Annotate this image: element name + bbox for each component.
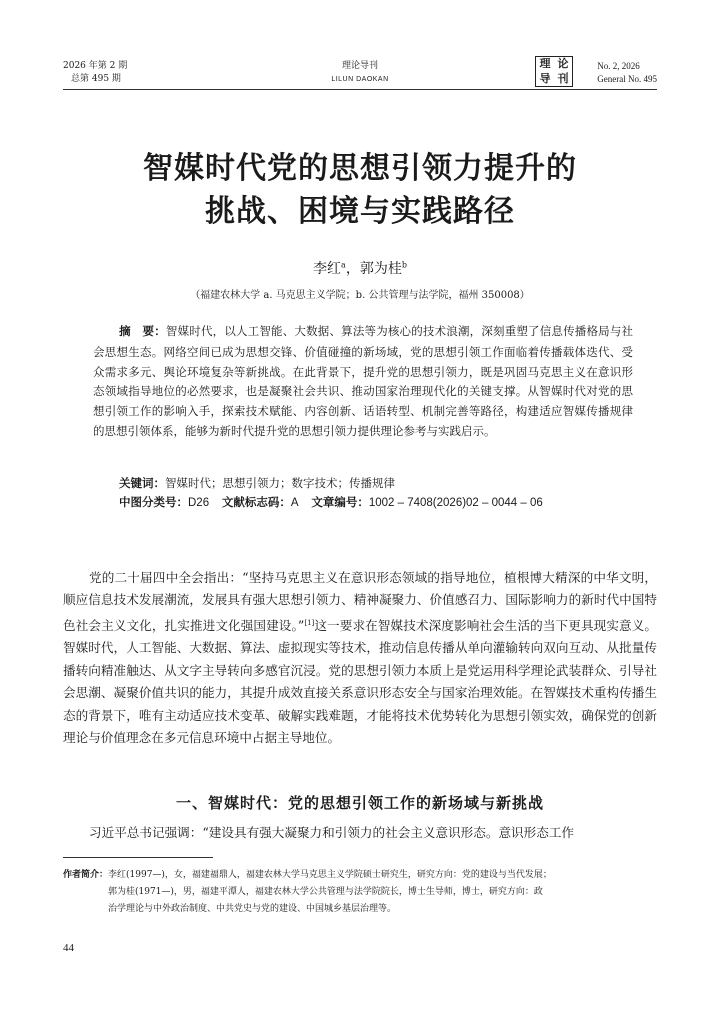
- title-line-2: 挑战、困境与实践路径: [205, 194, 515, 229]
- journal-name-cn: 理论导刊: [341, 61, 378, 71]
- affiliation: （福建农林大学 a. 马克思主义学院；b. 公共管理与法学院，福州 350008）: [190, 290, 530, 301]
- header-divider: [63, 89, 657, 90]
- title-line-1: 智媒时代党的思想引领力提升的: [143, 151, 577, 186]
- paragraph-text: 党的二十届四中全会指出：“坚持马克思主义在意识形态领域的指导地位，植根博大精深的中华文明，顺应信息技术发展潮流，发展具有强大思想引领力、精神凝聚力、价值感召力、国际影响力的新时代中国特色社会主义文化，扎实推进文化强国建设。”: [63, 570, 657, 633]
- body-paragraph: [63, 567, 657, 749]
- author-affil-mark: b: [401, 260, 407, 270]
- footnote-line: 李红(1997—)，女，福建福鼎人，福建农林大学马克思主义学院硕士研究生，研究方向：党的建设与当代发展；: [108, 870, 552, 880]
- author-name: 李红: [313, 261, 342, 277]
- total-issue-en: General No. 495: [597, 74, 657, 84]
- abstract-label: 摘 要：: [119, 326, 166, 338]
- paragraph-text: 这一要求在智媒技术深度影响社会生活的当下更具现实意义。智媒时代，人工智能、大数据、算法、虚拟现实等技术，推动信息传播从单向灌输转向双向互动、从批量传播转向精准触达、从文字主导转向多感官沉浸。党的思想引领力本质上是党运用科学理论武装群众、引导社会思潮、凝聚价值共识的能力，其提升成效直接关系意识形态安全与国家治理效能。在智媒技术重构传播生态的背景下，唯有主动适应技术变革、破解实践难题，才能将技术优势转化为思想引领实效，确保党的创新理论与价值理念在多元信息环境中占据主导地位。: [63, 618, 658, 746]
- logo-char: 理: [539, 57, 551, 70]
- keywords-text: 智媒时代；思想引领力；数字技术；传播规律: [165, 476, 395, 490]
- doc-code-value: A: [290, 497, 299, 509]
- issue-en: No. 2, 2026: [597, 61, 640, 71]
- author-affil-mark: a: [341, 260, 346, 270]
- clc-value: D26: [188, 497, 210, 509]
- page-number: 44: [63, 942, 74, 954]
- keywords-label: 关键词：: [119, 478, 165, 490]
- article-number-value: 1002 – 7408(2026)02 – 0044 – 06: [368, 497, 543, 509]
- author-footnote: [63, 866, 657, 918]
- footnote-label: 作者简介：: [63, 869, 109, 879]
- logo-char: 导: [539, 71, 551, 85]
- citation-ref: [1]: [304, 618, 315, 627]
- article-title: [0, 147, 720, 233]
- footnote-line: 郭为桂(1971—)，男，福建平潭人，福建农林大学公共管理与法学院院长，博士生导师，博士，研究方向：政: [108, 887, 543, 897]
- article-number-label: 文章编号：: [311, 497, 369, 509]
- author-name: 郭为桂: [359, 261, 402, 277]
- journal-logo: [535, 56, 573, 87]
- abstract: [93, 322, 633, 442]
- abstract-text: 智媒时代，以人工智能、大数据、算法等为核心的技术浪潮，深刻重塑了信息传播格局与社会思想生态。网络空间已成为思想交锋、价值碰撞的新场域，党的思想引领工作面临着传播载体迭代、受众需求多元、舆论环境复杂等新挑战。在此背景下，提升党的思想引领力，既是巩固马克思主义在意识形态领域指导地位的必然要求，也是凝聚社会共识、推动国家治理现代化的关键支撑。从智媒时代对党的思想引领工作的影响入手，探索技术赋能、内容创新、话语转型、机制完善等路径，构建适应智媒传播规律的思想引领体系，能够为新时代提升党的思想引领力提供理论参考与实践启示。: [93, 324, 634, 438]
- classification-line: [119, 494, 659, 513]
- footnote-line: 治学理论与中外政治制度、中共党史与党的建设、中国城乡基层治理等。: [108, 904, 397, 914]
- total-issue-cn: 总第 495 期: [71, 74, 121, 84]
- journal-name-en: LILUN DAOKAN: [331, 76, 389, 83]
- body-paragraph: 习近平总书记强调：“建设具有强大凝聚力和引领力的社会主义意识形态。意识形态工作: [89, 825, 575, 840]
- header-right: [597, 60, 657, 86]
- author-list: [0, 258, 720, 278]
- section-heading: 一、智媒时代：党的思想引领工作的新场域与新挑战: [175, 795, 544, 812]
- author-separator: ，: [345, 261, 360, 277]
- doc-code-label: 文献标志码：: [221, 497, 291, 509]
- issue-cn: 2026 年第 2 期: [63, 61, 128, 71]
- keywords: [119, 474, 639, 494]
- clc-label: 中图分类号：: [119, 497, 188, 509]
- logo-char: 论: [557, 57, 569, 70]
- footnote-divider: [63, 857, 213, 858]
- logo-char: 刊: [557, 71, 569, 85]
